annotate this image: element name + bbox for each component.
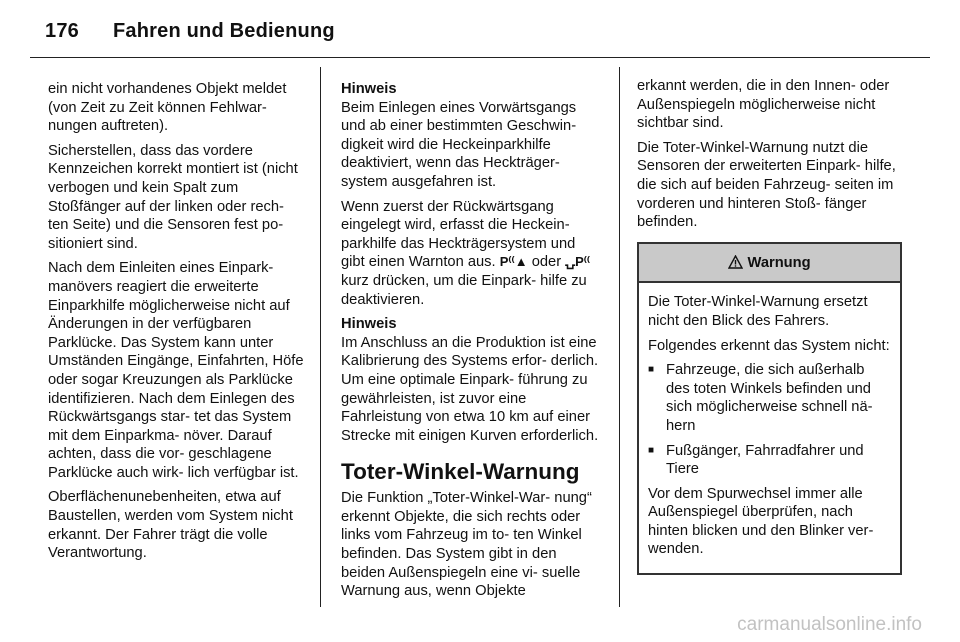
chapter-title: Fahren und Bedienung [113,20,335,42]
paragraph: Nach dem Einleiten eines Einpark- manövers reagiert die erweiterte Einparkhilfe möglicherweise nicht auf Änderungen in der verfügbaren Parklücke. Das System kann unter Umständen Eingänge, Einfahrten, Höfe oder sogar Kreuzungen als Parklücke identifizieren. Nach dem Einlegen des Rückwärtsgangs star- tet das System mit dem Einparkma- növer. Darauf achten, dass die vor- geschlagene Parklücke auch wirk- lich verfügbar ist. [48,260,304,481]
park-assist-alt-button-icon: ⍽P⁽⁽ [565,254,591,270]
list-item [648,361,891,435]
list-item-text: Fahrzeuge, die sich außerhalb des toten Winkels befinden und sich möglicherweise schnell nä- hern [666,362,873,434]
list-item-text: Fußgänger, Fahrradfahrer und Tiere [666,442,864,478]
column-1 [48,80,306,569]
paragraph: Oberflächenunebenheiten, etwa auf Baustellen, werden vom System nicht erkannt. Der Fahrer trägt die volle Verantwortung. [48,489,293,562]
note-title: Hinweis [341,316,397,333]
column-3 [637,77,902,575]
list-item [648,442,891,479]
paragraph-text: oder [531,254,562,271]
warning-paragraph: Folgendes erkennt das System nicht: [648,337,890,354]
watermark: carmanualsonline.info [737,614,922,635]
column-divider-2 [619,67,620,607]
park-assist-button-icon: P⁽⁽▲ [499,254,528,270]
warning-body [639,283,900,573]
page-header [45,20,335,43]
paragraph: Die Funktion „Toter-Winkel-War- nung“ erkennt Objekte, die sich rechts oder links vom Fahrzeug im to- ten Winkel befinden. Das System gibt in den beiden Außenspiegeln eine vi- suelle Warnung aus, wenn Objekte [341,490,592,600]
warning-paragraph: Die Toter-Winkel-Warnung ersetzt nicht den Blick des Fahrers. [648,294,868,329]
paragraph [341,198,603,310]
paragraph-text: kurz drücken, um die Einpark- hilfe zu deaktivieren. [341,272,587,308]
warning-box [637,242,902,575]
warning-paragraph: Vor dem Spurwechsel immer alle Außenspiegel überprüfen, nach hinten blicken und den Blinker ver- wenden. [648,485,874,558]
column-2 [341,80,603,607]
warning-title: Warnung [747,254,811,271]
header-rule [30,57,930,58]
column-divider-1 [320,67,321,607]
page-number: 176 [45,20,79,42]
paragraph: erkannt werden, die in den Innen- oder Außenspiegeln möglicherweise nicht sichtbar sind. [637,78,890,132]
note-title: Hinweis [341,81,397,97]
warning-header [639,244,900,284]
bullet-square-icon: ■ [648,444,655,456]
warning-triangle-icon [728,255,743,269]
note-block [341,315,603,445]
note-block [341,80,603,192]
section-heading: Toter-Winkel-Warnung [341,459,580,485]
bullet-square-icon: ■ [648,364,655,376]
paragraph: ein nicht vorhandenes Objekt meldet (von Zeit zu Zeit können Fehlwar- nungen auftreten). [48,81,287,135]
paragraph: Sicherstellen, dass das vordere Kennzeichen korrekt montiert ist (nicht verbogen und kein Spalt zum Stoßfänger auf der linken oder rech- ten Seite) und die Sensoren fest po- sitioniert sind. [48,142,298,252]
paragraph: Die Toter-Winkel-Warnung nutzt die Sensoren der erweiterten Einpark- hilfe, die sich auf beiden Fahrzeug- seiten im vorderen und hinteren Stoß- fänger befinden. [637,139,896,231]
note-text: Beim Einlegen eines Vorwärtsgangs und ab einer bestimmten Geschwin- digkeit wird die Heckeinparkhilfe deaktiviert, wenn das Heckträger- system ausgefahren ist. [341,99,577,190]
note-text: Im Anschluss an die Produktion ist eine Kalibrierung des Systems erfor- derlich. Um eine optimale Einpark- führung zu gewährleisten, ist zuvor eine Fahrleistung von etwa 10 km auf einer Strecke mit einigen Kurven erforderlich. [341,334,599,444]
paragraph-text: Wenn zuerst der Rückwärtsgang eingelegt wird, erfasst die Heckein- parkhilfe das Heckträgersystem und gibt einen Warnton aus. [341,198,576,271]
